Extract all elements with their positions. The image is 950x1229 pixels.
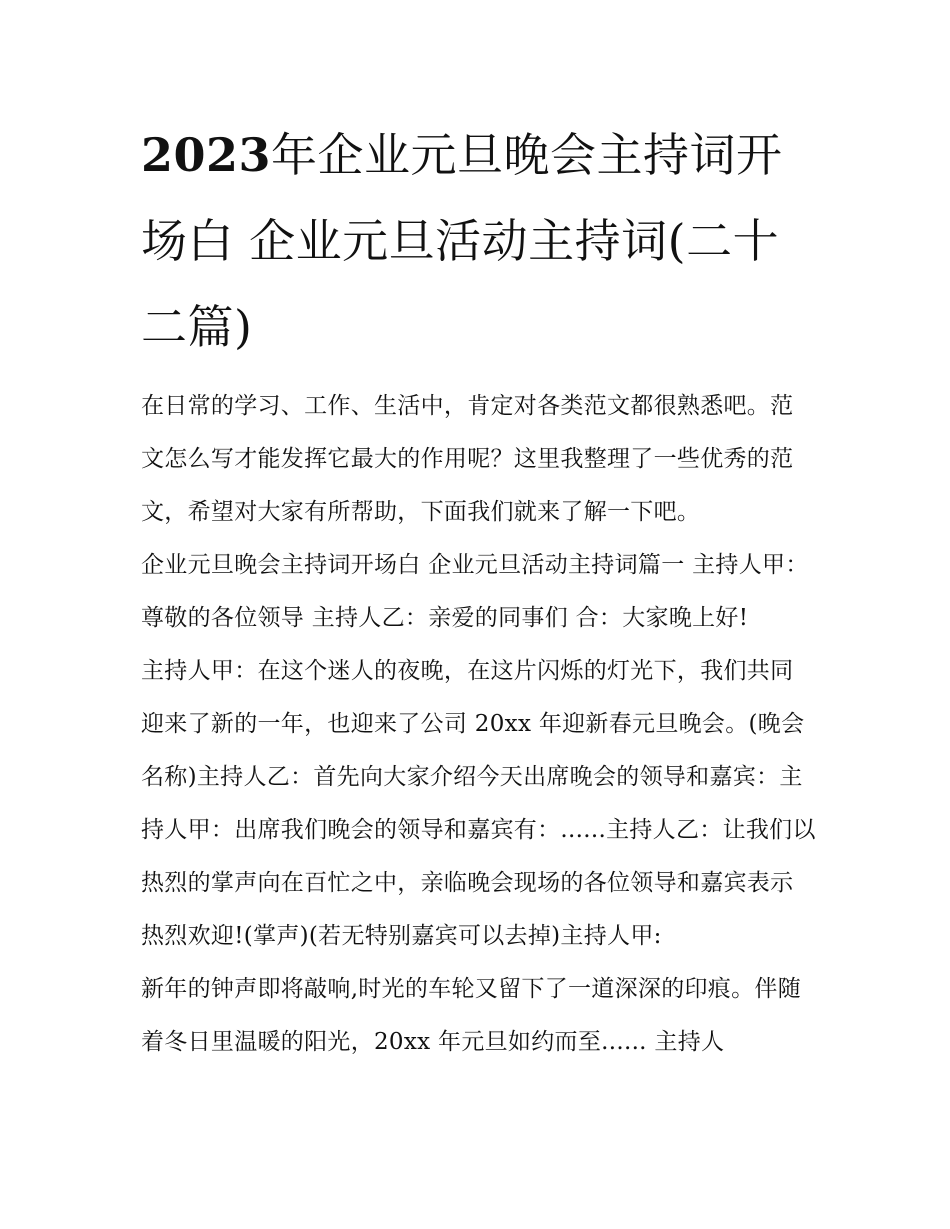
document-content: [141, 112, 816, 1069]
title-year: 2023: [141, 128, 272, 182]
paragraph-host-a: 主持人甲：在这个迷人的夜晚，在这片闪烁的灯光下，我们共同迎来了新的一年，也迎来了公司 20xx 年迎新春元旦晚会。(晚会名称)主持人乙：首先向大家介绍今天出席晚会的领导和嘉宾：主持人甲：出席我们晚会的领导和嘉宾有：......主持人乙：让我们以热烈的掌声向在百忙之中，亲临晚会现场的各位领导和嘉宾表示热烈欢迎!(掌声)(若无特别嘉宾可以去掉)主持人甲:: [141, 658, 816, 949]
paragraph-opening: 企业元旦晚会主持词开场白 企业元旦活动主持词篇一 主持人甲：尊敬的各位领导 主持人乙：亲爱的同事们 合：大家晚上好!: [141, 552, 809, 631]
paragraph-new-year: 新年的钟声即将敲响,时光的车轮又留下了一道深深的印痕。伴随着冬日里温暖的阳光，20xx 年元旦如约而至...... 主持人: [141, 976, 802, 1055]
title-text: 年企业元旦晚会主持词开场白 企业元旦活动主持词(二十二篇): [141, 128, 783, 354]
document-title: [141, 112, 816, 370]
intro-paragraph: 在日常的学习、工作、生活中，肯定对各类范文都很熟悉吧。范文怎么写才能发挥它最大的作用呢？这里我整理了一些优秀的范文，希望对大家有所帮助，下面我们就来了解一下吧。: [141, 393, 794, 525]
